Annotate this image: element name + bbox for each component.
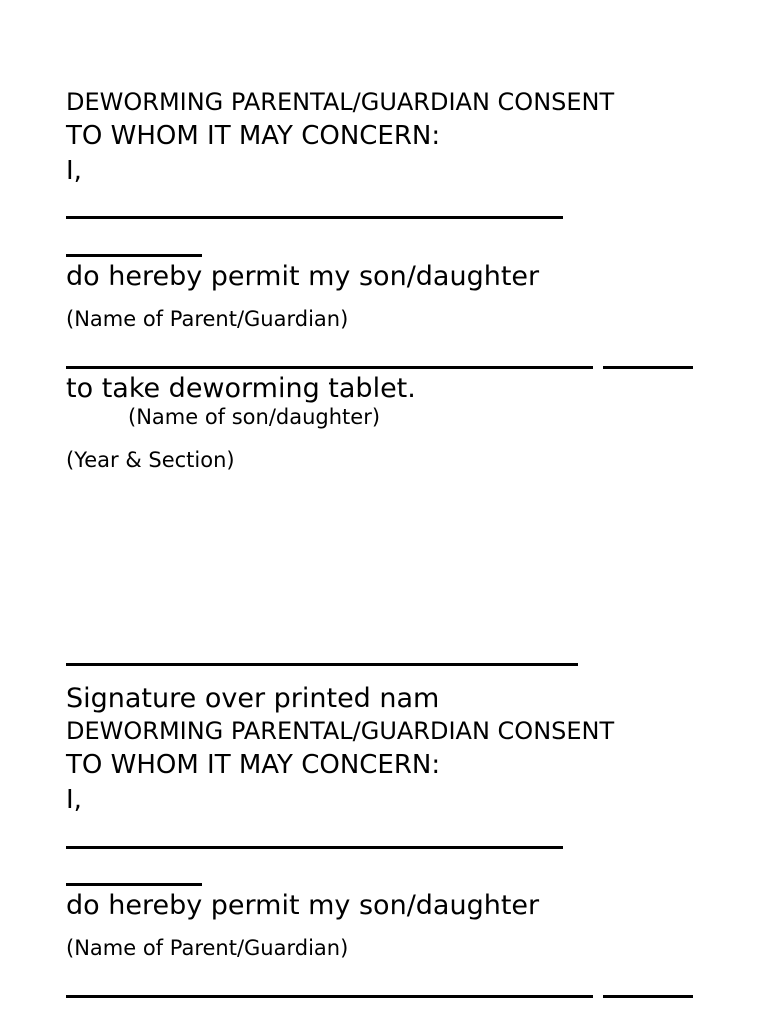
form2-i-label: I, — [66, 785, 82, 815]
form1-salutation: TO WHOM IT MAY CONCERN: — [66, 121, 441, 151]
form1-signature-caption: Signature over printed nam — [66, 683, 440, 714]
form1-tablet-text: to take deworming tablet. — [66, 373, 416, 404]
signature-line[interactable] — [66, 663, 578, 666]
form1-title: DEWORMING PARENTAL/GUARDIAN CONSENT — [66, 88, 615, 116]
form1-child-caption: (Name of son/daughter) — [128, 405, 381, 429]
form2-child-name-line[interactable] — [66, 995, 593, 998]
form2-salutation: TO WHOM IT MAY CONCERN: — [66, 750, 441, 780]
form1-permit-text: do hereby permit my son/daughter — [66, 261, 540, 292]
form1-i-label: I, — [66, 156, 82, 186]
form2-permit-text: do hereby permit my son/daughter — [66, 890, 540, 921]
parent-name-line-1[interactable] — [66, 216, 563, 219]
child-name-line[interactable] — [66, 366, 593, 369]
form2-parent-caption: (Name of Parent/Guardian) — [66, 936, 349, 960]
parent-name-line-2[interactable] — [66, 254, 202, 257]
year-section-line[interactable] — [603, 366, 693, 369]
form2-parent-name-line-2[interactable] — [66, 883, 202, 886]
form1-parent-caption: (Name of Parent/Guardian) — [66, 307, 349, 331]
form2-year-section-line[interactable] — [603, 995, 693, 998]
form1-year-caption: (Year & Section) — [66, 448, 235, 472]
form2-title: DEWORMING PARENTAL/GUARDIAN CONSENT — [66, 717, 615, 745]
form2-parent-name-line-1[interactable] — [66, 846, 563, 849]
